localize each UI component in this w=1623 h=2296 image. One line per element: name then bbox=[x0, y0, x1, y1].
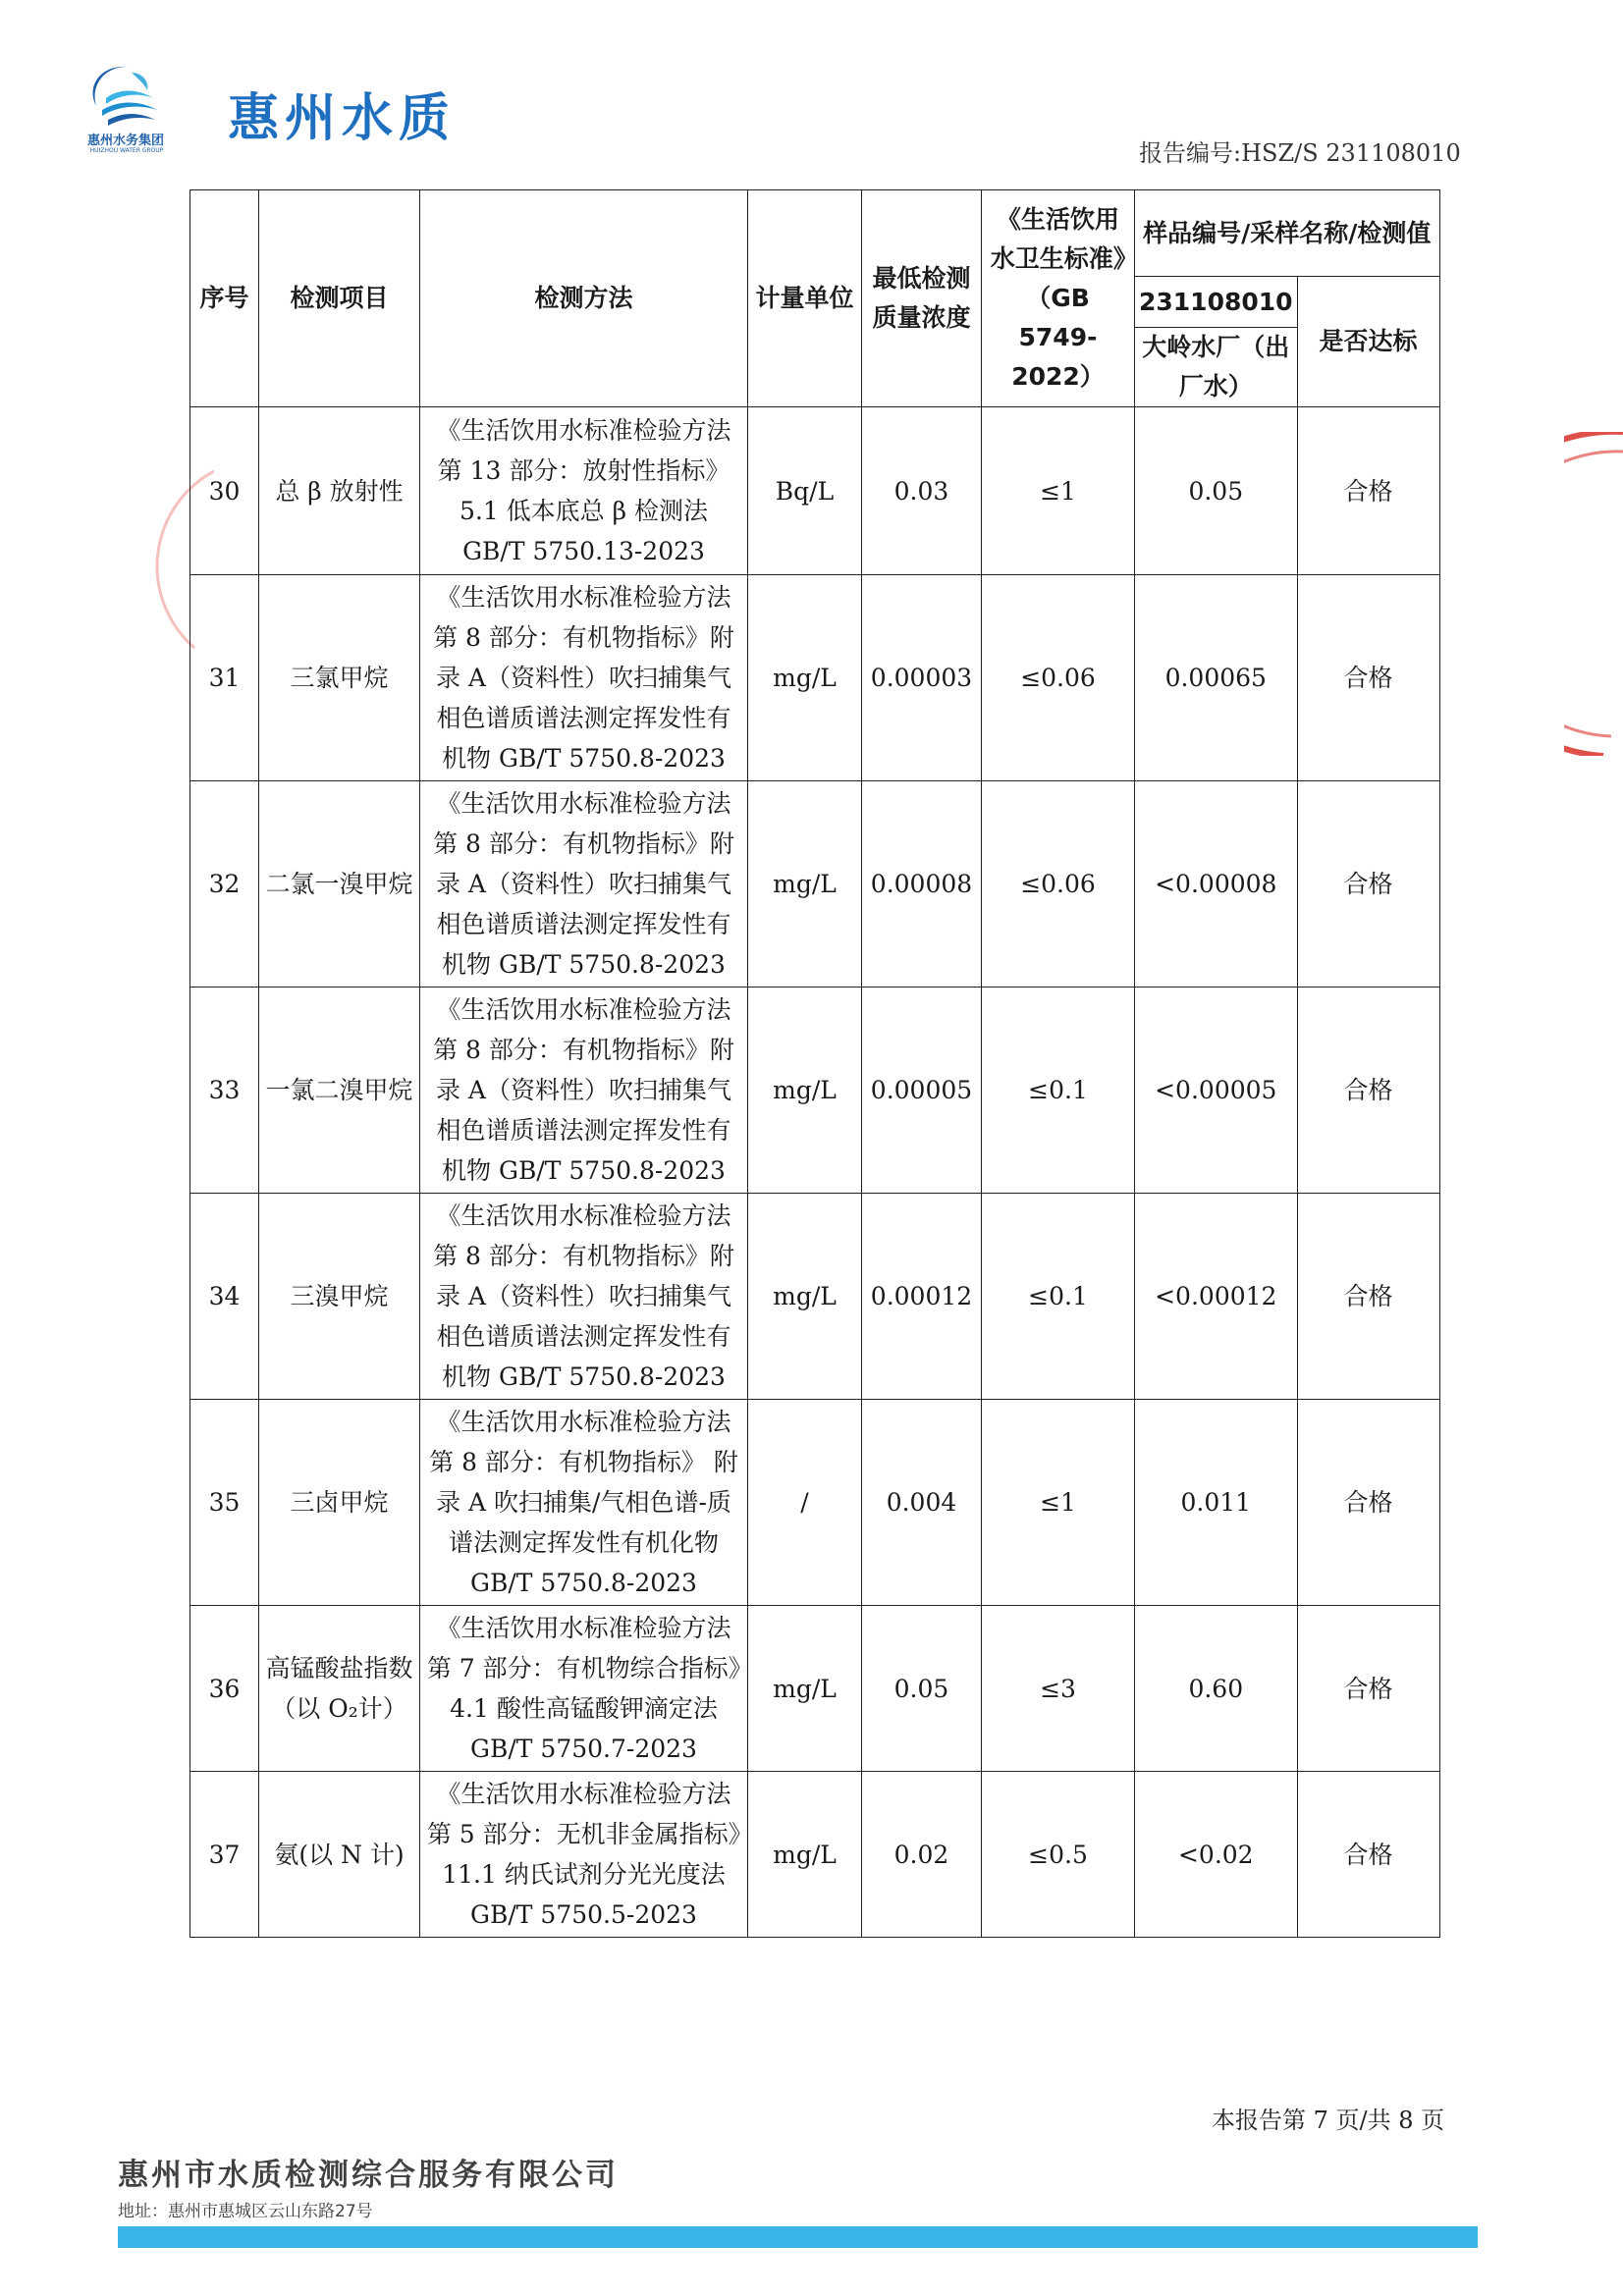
cell-min: 0.02 bbox=[862, 1772, 982, 1938]
brand-title: 惠州水质 bbox=[228, 89, 457, 148]
cell-value: 0.60 bbox=[1135, 1606, 1298, 1772]
cell-limit: ≤3 bbox=[982, 1606, 1135, 1772]
cell-value: 0.011 bbox=[1135, 1400, 1298, 1606]
cell-min: 0.00008 bbox=[862, 781, 982, 988]
cell-value: <0.00005 bbox=[1135, 988, 1298, 1194]
cell-seq: 33 bbox=[190, 988, 259, 1194]
cell-unit: / bbox=[748, 1400, 862, 1606]
header-pass: 是否达标 bbox=[1297, 277, 1439, 407]
cell-method: 《生活饮用水标准检验方法 第 7 部分：有机物综合指标》4.1 酸性高锰酸钾滴定法 GB/T 5750.7-2023 bbox=[420, 1606, 748, 1772]
table-row bbox=[190, 988, 1440, 1194]
cell-pass: 合格 bbox=[1297, 1772, 1439, 1938]
cell-value: 0.00065 bbox=[1135, 575, 1298, 781]
header-sample-group: 样品编号/采样名称/检测值 bbox=[1135, 190, 1440, 277]
cell-seq: 30 bbox=[190, 407, 259, 575]
cell-pass: 合格 bbox=[1297, 1194, 1439, 1400]
cell-item: 一氯二溴甲烷 bbox=[259, 988, 420, 1194]
cell-value: <0.02 bbox=[1135, 1772, 1298, 1938]
cell-limit: ≤1 bbox=[982, 407, 1135, 575]
cell-pass: 合格 bbox=[1297, 1400, 1439, 1606]
cell-value: <0.00012 bbox=[1135, 1194, 1298, 1400]
header-standard: 《生活饮用水卫生标准》（GB 5749-2022） bbox=[982, 190, 1135, 407]
header-sample-id: 231108010 bbox=[1135, 277, 1298, 328]
cell-seq: 37 bbox=[190, 1772, 259, 1938]
cell-item: 三氯甲烷 bbox=[259, 575, 420, 781]
page-indicator: 本报告第 7 页/共 8 页 bbox=[1212, 2107, 1445, 2134]
header-sample-name: 大岭水厂（出厂水） bbox=[1135, 328, 1298, 407]
header-seq: 序号 bbox=[190, 190, 259, 407]
table-row bbox=[190, 1400, 1440, 1606]
cell-method: 《生活饮用水标准检验方法 第 8 部分：有机物指标》附录 A（资料性）吹扫捕集气相色谱质谱法测定挥发性有机物 GB/T 5750.8-2023 bbox=[420, 988, 748, 1194]
cell-min: 0.00003 bbox=[862, 575, 982, 781]
logo-subtext: HUIZHOU WATER GROUP bbox=[89, 147, 164, 154]
cell-pass: 合格 bbox=[1297, 407, 1439, 575]
cell-unit: mg/L bbox=[748, 781, 862, 988]
cell-item: 三卤甲烷 bbox=[259, 1400, 420, 1606]
cell-method: 《生活饮用水标准检验方法 第 8 部分：有机物指标》附录 A（资料性）吹扫捕集气相色谱质谱法测定挥发性有机物 GB/T 5750.8-2023 bbox=[420, 781, 748, 988]
table-row bbox=[190, 781, 1440, 988]
cell-method: 《生活饮用水标准检验方法 第 8 部分：有机物指标》附录 A（资料性）吹扫捕集气相色谱质谱法测定挥发性有机物 GB/T 5750.8-2023 bbox=[420, 575, 748, 781]
cell-seq: 31 bbox=[190, 575, 259, 781]
cell-unit: mg/L bbox=[748, 1194, 862, 1400]
table-row bbox=[190, 1606, 1440, 1772]
footer-bar bbox=[118, 2226, 1478, 2248]
company-name: 惠州市水质检测综合服务有限公司 bbox=[118, 2158, 619, 2193]
cell-unit: Bq/L bbox=[748, 407, 862, 575]
cell-min: 0.05 bbox=[862, 1606, 982, 1772]
cell-seq: 32 bbox=[190, 781, 259, 988]
cell-method: 《生活饮用水标准检验方法 第 8 部分：有机物指标》 附录 A 吹扫捕集/气相色谱-质谱法测定挥发性有机化物 GB/T 5750.8-2023 bbox=[420, 1400, 748, 1606]
table-row bbox=[190, 575, 1440, 781]
logo-emblem-icon bbox=[69, 59, 187, 137]
header-min-concentration: 最低检测质量浓度 bbox=[862, 190, 982, 407]
cell-limit: ≤1 bbox=[982, 1400, 1135, 1606]
cell-min: 0.00005 bbox=[862, 988, 982, 1194]
cell-seq: 34 bbox=[190, 1194, 259, 1400]
cell-limit: ≤0.1 bbox=[982, 1194, 1135, 1400]
cell-limit: ≤0.06 bbox=[982, 575, 1135, 781]
cell-pass: 合格 bbox=[1297, 575, 1439, 781]
cell-seq: 36 bbox=[190, 1606, 259, 1772]
cell-min: 0.03 bbox=[862, 407, 982, 575]
cell-item: 高锰酸盐指数（以 O₂计） bbox=[259, 1606, 420, 1772]
logo-text: 惠州水务集团 bbox=[86, 133, 164, 148]
cell-seq: 35 bbox=[190, 1400, 259, 1606]
cell-unit: mg/L bbox=[748, 1606, 862, 1772]
cell-method: 《生活饮用水标准检验方法 第 5 部分：无机非金属指标》11.1 纳氏试剂分光光度法 GB/T 5750.5-2023 bbox=[420, 1772, 748, 1938]
cell-limit: ≤0.1 bbox=[982, 988, 1135, 1194]
cell-item: 二氯一溴甲烷 bbox=[259, 781, 420, 988]
cell-pass: 合格 bbox=[1297, 1606, 1439, 1772]
report-number: 报告编号:HSZ/S 231108010 bbox=[1139, 139, 1461, 167]
cell-pass: 合格 bbox=[1297, 781, 1439, 988]
cell-item: 总 β 放射性 bbox=[259, 407, 420, 575]
cell-item: 氨(以 N 计) bbox=[259, 1772, 420, 1938]
table-row bbox=[190, 1194, 1440, 1400]
cell-unit: mg/L bbox=[748, 575, 862, 781]
table-row bbox=[190, 407, 1440, 575]
header-unit: 计量单位 bbox=[748, 190, 862, 407]
cell-method: 《生活饮用水标准检验方法 第 13 部分：放射性指标》 5.1 低本底总 β 检测法 GB/T 5750.13-2023 bbox=[420, 407, 748, 575]
cell-value: <0.00008 bbox=[1135, 781, 1298, 988]
cell-limit: ≤0.06 bbox=[982, 781, 1135, 988]
cell-unit: mg/L bbox=[748, 988, 862, 1194]
cell-pass: 合格 bbox=[1297, 988, 1439, 1194]
cell-unit: mg/L bbox=[748, 1772, 862, 1938]
cell-item: 三溴甲烷 bbox=[259, 1194, 420, 1400]
official-seal-icon bbox=[1564, 432, 1623, 756]
header-method: 检测方法 bbox=[420, 190, 748, 407]
cell-min: 0.00012 bbox=[862, 1194, 982, 1400]
cell-method: 《生活饮用水标准检验方法 第 8 部分：有机物指标》附录 A（资料性）吹扫捕集气相色谱质谱法测定挥发性有机物 GB/T 5750.8-2023 bbox=[420, 1194, 748, 1400]
cell-min: 0.004 bbox=[862, 1400, 982, 1606]
cell-value: 0.05 bbox=[1135, 407, 1298, 575]
cell-limit: ≤0.5 bbox=[982, 1772, 1135, 1938]
results-table bbox=[189, 189, 1440, 1938]
table-row bbox=[190, 1772, 1440, 1938]
company-address: 地址：惠州市惠城区云山东路27号 bbox=[118, 2202, 373, 2221]
header-item: 检测项目 bbox=[259, 190, 420, 407]
